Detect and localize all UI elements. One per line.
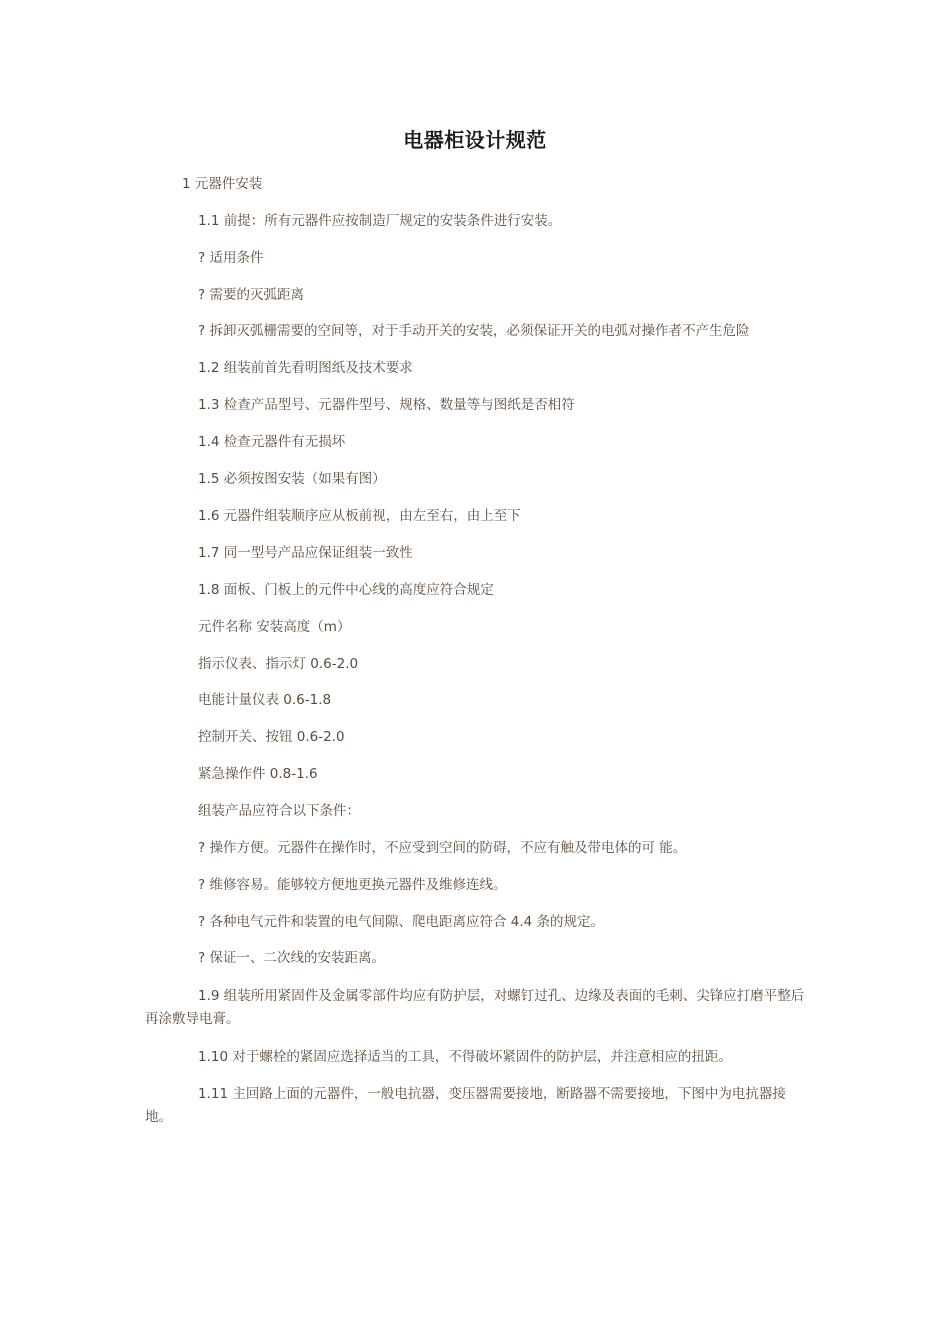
paragraph: 1.3 检查产品型号、元器件型号、规格、数量等与图纸是否相符 [198,397,575,413]
wrapped-paragraph: 1.11 主回路上面的元器件，一般电抗器，变压器需要接地，断路器不需要接地，下图中为电抗器接地。 [145,1086,786,1125]
bullet-item: ? 拆卸灭弧栅需要的空间等，对于手动开关的安装，必须保证开关的电弧对操作者不产生危险 [198,323,750,339]
paragraph: 组装产品应符合以下条件： [198,803,360,819]
table-row-line: 控制开关、按钮 0.6-2.0 [198,729,345,745]
bullet-item: ? 操作方便。元器件在操作时，不应受到空间的防碍，不应有触及带电体的可 能。 [198,840,687,856]
paragraph: 1.2 组装前首先看明图纸及技术要求 [198,360,413,376]
paragraph: 1.10 对于螺栓的紧固应选择适当的工具，不得破坏紧固件的防护层，并注意相应的扭距。 [198,1049,732,1065]
bullet-item: ? 适用条件 [198,250,264,266]
wrapped-paragraph: 1.9 组装所用紧固件及金属零部件均应有防护层，对螺钉过孔、边缘及表面的毛刺、尖锋应打磨平整后再涂敷导电膏。 [145,988,805,1027]
bullet-item: ? 保证一、二次线的安装距离。 [198,950,385,966]
document-title: 电器柜设计规范 [403,128,547,152]
section-heading: 1 元器件安装 [182,176,263,192]
paragraph: 1.6 元器件组装顺序应从板前视，由左至右，由上至下 [198,508,521,524]
table-row-line: 紧急操作件 0.8-1.6 [198,766,318,782]
table-row-line: 电能计量仪表 0.6-1.8 [198,692,332,708]
table-row-line: 指示仪表、指示灯 0.6-2.0 [198,656,359,672]
bullet-item: ? 维修容易。能够较方便地更换元器件及维修连线。 [198,877,507,893]
paragraph: 1.1 前提：所有元器件应按制造厂规定的安装条件进行安装。 [198,213,562,229]
table-header-line: 元件名称 安装高度（m） [198,619,351,635]
bullet-item: ? 各种电气元件和装置的电气间隙、爬电距离应符合 4.4 条的规定。 [198,914,605,930]
paragraph: 1.8 面板、门板上的元件中心线的高度应符合规定 [198,582,494,598]
paragraph: 1.5 必须按图安装（如果有图） [198,471,386,487]
paragraph: 1.4 检查元器件有无损坏 [198,434,346,450]
bullet-item: ? 需要的灭弧距离 [198,287,304,303]
paragraph: 1.7 同一型号产品应保证组装一致性 [198,545,413,561]
